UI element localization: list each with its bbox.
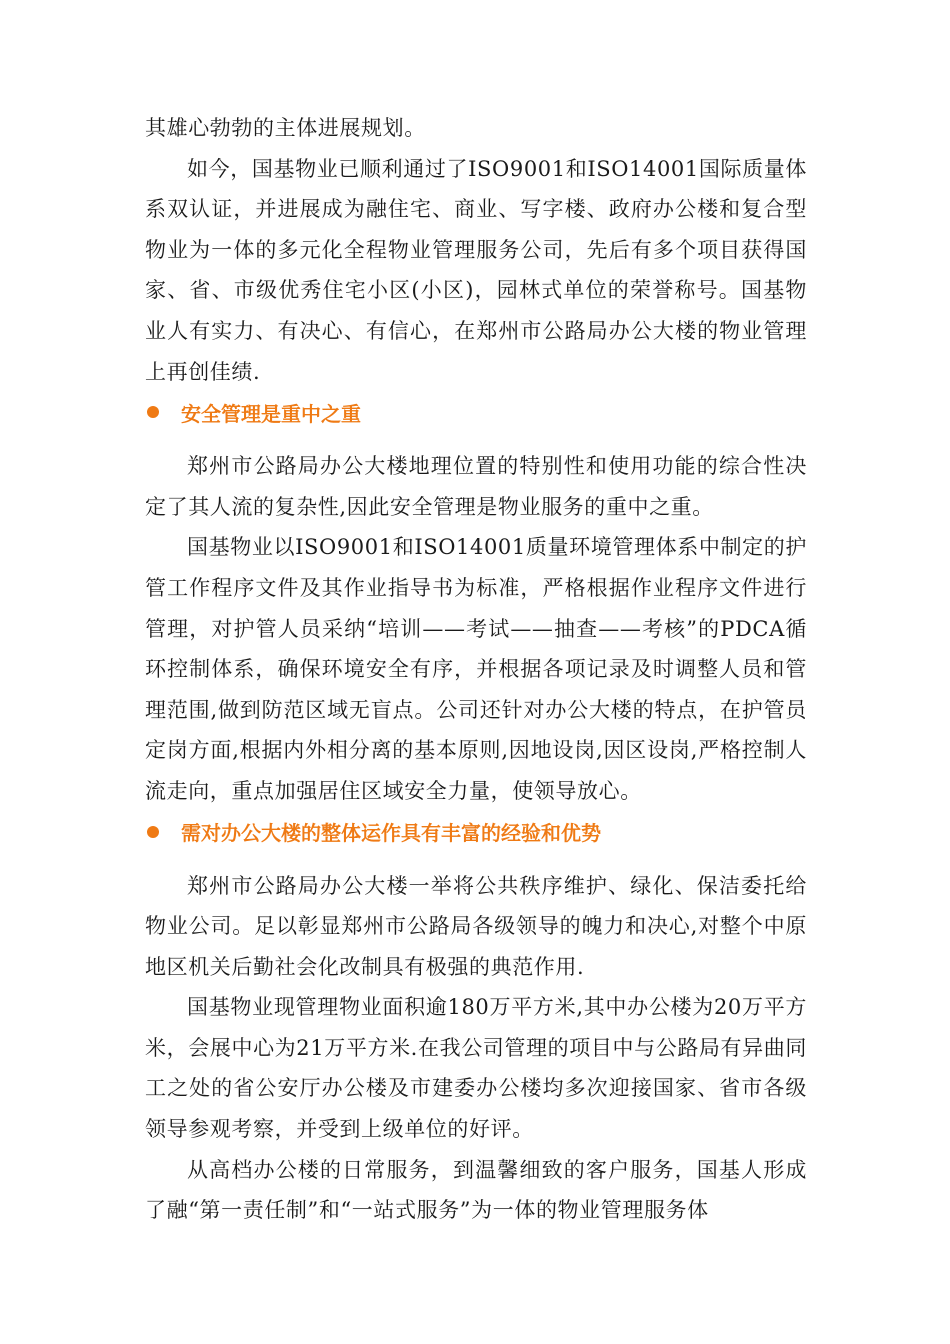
- bullet-dot-icon: [147, 826, 159, 838]
- section-heading-text: 安全管理是重中之重: [181, 401, 361, 426]
- document-body: [145, 108, 807, 1231]
- paragraph-continuation: 其雄心勃勃的主体进展规划。: [145, 116, 426, 140]
- bullet-dot-icon: [147, 406, 159, 418]
- paragraph-experience-service: 从高档办公楼的日常服务，到温馨细致的客户服务，国基人形成了融“第一责任制”和“一站式服务”为一体的物业管理服务体: [145, 1157, 807, 1223]
- section-heading-safety: [145, 392, 807, 432]
- section-heading-experience: [145, 812, 807, 852]
- paragraph-safety-intro: 郑州市公路局办公大楼地理位置的特别性和使用功能的综合性决定了其人流的复杂性,因此安全管理是物业服务的重中之重。: [145, 454, 807, 519]
- paragraph-safety-detail: 国基物业以ISO9001和ISO14001质量环境管理体系中制定的护管工作程序文件及其作业指导书为标准，严格根据作业程序文件进行管理，对护管人员采纳“培训——考试——抽查——考核”的PDCA循环控制体系，确保环境安全有序，并根据各项记录及时调整人员和管理范围,做到防范区域无盲点。公司还针对办公大楼的特点，在护管员定岗方面,根据内外相分离的基本原则,因地设岗,因区设岗,严格控制人流走向，重点加强居住区域安全力量，使领导放心。: [145, 535, 807, 803]
- paragraph-experience-intro: 郑州市公路局办公大楼一举将公共秩序维护、绿化、保洁委托给物业公司。足以彰显郑州市公路局各级领导的魄力和决心,对整个中原地区机关后勤社会化改制具有极强的典范作用.: [145, 873, 807, 979]
- paragraph-certification: 如今，国基物业已顺利通过了ISO9001和ISO14001国际质量体系双认证，并进展成为融住宅、商业、写字楼、政府办公楼和复合型物业为一体的多元化全程物业管理服务公司，先后有多个项目获得国家、省、市级优秀住宅小区(小区)，园林式单位的荣誉称号。国基物业人有实力、有决心、有信心，在郑州市公路局办公大楼的物业管理上再创佳绩.: [145, 156, 807, 384]
- paragraph-experience-area: 国基物业现管理物业面积逾180万平方米,其中办公楼为20万平方米，会展中心为21万平方米.在我公司管理的项目中与公路局有异曲同工之处的省公安厅办公楼及市建委办公楼均多次迎接国家、省市各级领导参观考察，并受到上级单位的好评。: [145, 995, 807, 1142]
- section-heading-text: 需对办公大楼的整体运作具有丰富的经验和优势: [181, 821, 601, 845]
